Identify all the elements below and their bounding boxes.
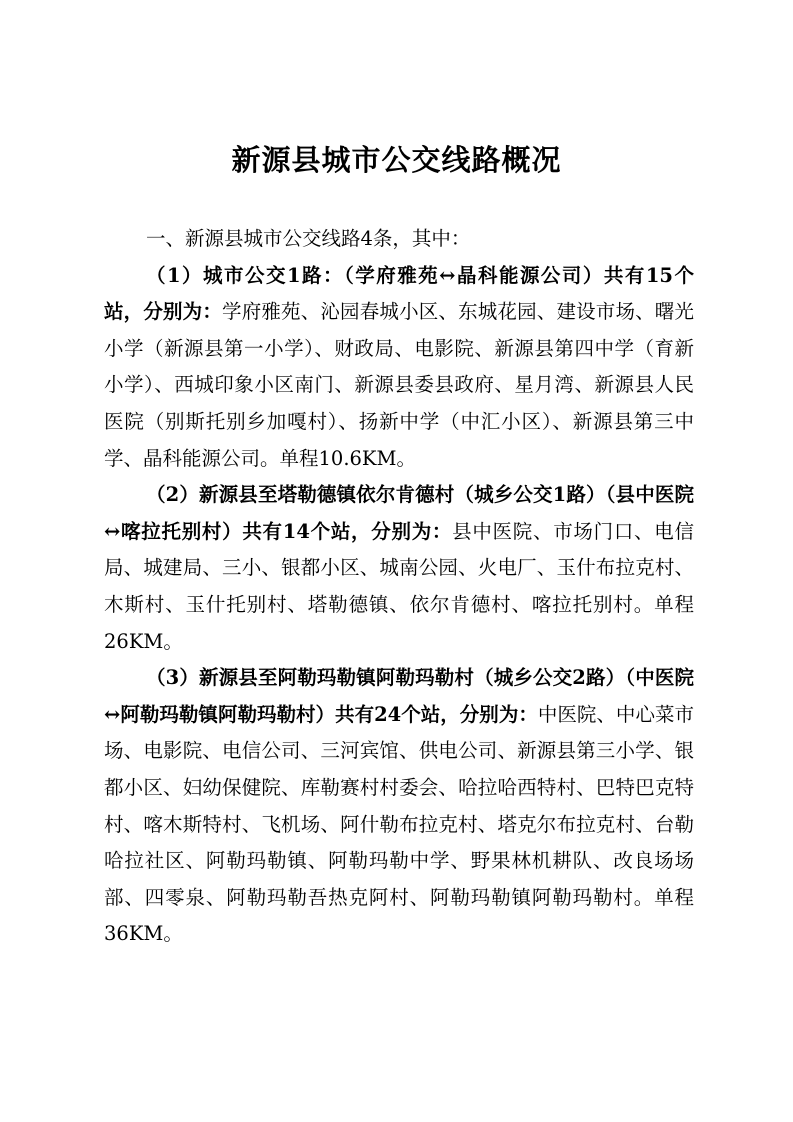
route-3-heading: （3）新源县至阿勒玛勒镇阿勒玛勒村（城乡公交2路）（中医院↔阿勒玛勒镇阿勒玛勒村）共有24个站，分别为：	[104, 666, 694, 726]
intro-paragraph	[104, 221, 694, 258]
document-body	[104, 221, 694, 953]
route-3-paragraph	[104, 660, 694, 953]
route-1-paragraph	[104, 258, 694, 478]
route-1-stations: 学府雅苑、沁园春城小区、东城花园、建设市场、曙光小学（新源县第一小学）、财政局、电影院、新源县第四中学（育新小学）、西城印象小区南门、新源县委县政府、星月湾、新源县人民医院（别斯托别乡加嘎村）、扬新中学（中汇小区）、新源县第三中学、晶科能源公司。单程10.6KM。	[104, 300, 694, 470]
route-2-stations: 县中医院、市场门口、电信局、城建局、三小、银都小区、城南公园、火电厂、玉什布拉克村、木斯村、玉什托别村、塔勒德镇、依尔肯德村、喀拉托别村。单程26KM。	[104, 519, 694, 653]
route-2-heading: （2）新源县至塔勒德镇依尔肯德村（城乡公交1路）（县中医院↔喀拉托别村）共有14个站，分别为：	[104, 483, 694, 543]
route-1-heading: （1）城市公交1路：（学府雅苑↔晶科能源公司）共有15个站，分别为：	[104, 263, 694, 324]
page-title: 新源县城市公交线路概况	[231, 143, 562, 177]
route-2-paragraph	[104, 477, 694, 660]
intro-text: 一、新源县城市公交线路4条，其中：	[146, 227, 471, 250]
route-3-stations: 中医院、中心菜市场、电影院、电信公司、三河宾馆、供电公司、新源县第三小学、银都小区、妇幼保健院、库勒赛村村委会、哈拉哈西特村、巴特巴克特村、喀木斯特村、飞机场、阿什勒布拉克村、塔克尔布拉克村、台勒哈拉社区、阿勒玛勒镇、阿勒玛勒中学、野果林机耕队、改良场场部、四零泉、阿勒玛勒吾热克阿村、阿勒玛勒镇阿勒玛勒村。单程36KM。	[104, 702, 694, 946]
